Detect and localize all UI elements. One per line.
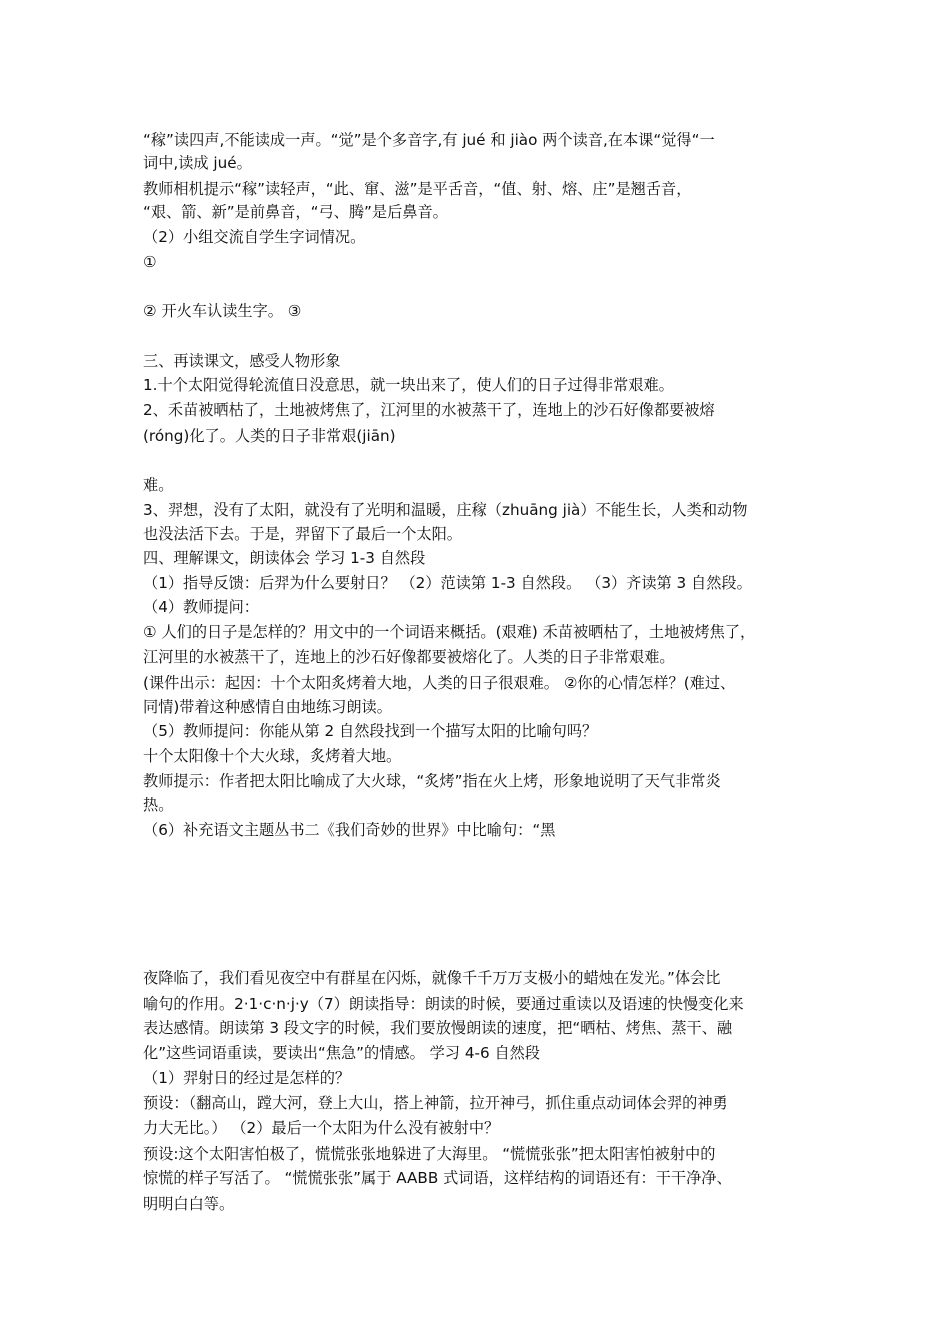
text-line: 力大无比。） （2）最后一个太阳为什么没有被射中？ — [143, 1119, 500, 1137]
text-line: 难。 — [143, 476, 174, 494]
text-line: 教师提示：作者把太阳比喻成了大火球，“炙烤”指在火上烤，形象地说明了天气非常炎 — [143, 772, 721, 790]
text-line: （4）教师提问： — [143, 598, 259, 616]
text-line: “艰、箭、新”是前鼻音，“弓、腾”是后鼻音。 — [143, 203, 448, 221]
text-line: 江河里的水被蒸干了，连地上的沙石好像都要被熔化了。人类的日子非常艰难。 — [143, 648, 675, 666]
text-line: (róng)化了。人类的日子非常艰(jiān) — [143, 427, 396, 445]
section-heading: 四、理解课文，朗读体会 学习 1-3 自然段 — [143, 549, 426, 567]
text-line: 惊慌的样子写活了。 “慌慌张张”属于 AABB 式词语，这样结构的词语还有：干干净净、 — [143, 1169, 732, 1187]
text-line: (课件出示：起因：十个太阳炙烤着大地，人类的日子很艰难。 ②你的心情怎样？(难过、 — [143, 674, 736, 692]
text-line: （6）补充语文主题丛书二《我们奇妙的世界》中比喻句：“黑 — [143, 821, 556, 839]
text-line: ① — [143, 253, 157, 271]
text-line: 同情)带着这种感情自由地练习朗读。 — [143, 698, 392, 716]
text-line: 夜降临了，我们看见夜空中有群星在闪烁，就像千千万万支极小的蜡烛在发光。”体会比 — [143, 969, 721, 987]
text-line: 热。 — [143, 796, 174, 814]
text-line: 化”这些词语重读，要读出“焦急”的情感。 学习 4-6 自然段 — [143, 1044, 541, 1062]
text-line: 明明白白等。 — [143, 1195, 235, 1213]
text-line: （1）指导反馈：后羿为什么要射日？ （2）范读第 1-3 自然段。 （3）齐读第 3 自然段。 — [143, 574, 752, 592]
text-line: 教师相机提示“稼”读轻声，“此、窜、滋”是平舌音，“值、射、熔、庄”是翘舌音， — [143, 180, 692, 198]
text-line: 词中,读成 jué。 — [143, 154, 252, 172]
text-line: 预设:这个太阳害怕极了，慌慌张张地躲进了大海里。 “慌慌张张”把太阳害怕被射中的 — [143, 1145, 716, 1163]
text-line: （5）教师提问：你能从第 2 自然段找到一个描写太阳的比喻句吗？ — [143, 722, 598, 740]
text-line: 预设：（翻高山，蹚大河，登上大山，搭上神箭，拉开神弓，抓住重点动词体会羿的神勇 — [143, 1094, 728, 1112]
text-line: 也没法活下去。于是，羿留下了最后一个太阳。 — [143, 525, 462, 543]
text-line: 1.十个太阳觉得轮流值日没意思，就一块出来了，使人们的日子过得非常艰难。 — [143, 376, 674, 394]
text-line: （1）羿射日的经过是怎样的？ — [143, 1069, 351, 1087]
text-line: （2）小组交流自学生字词情况。 — [143, 228, 366, 246]
section-heading: 三、再读课文，感受人物形象 — [143, 352, 341, 370]
text-line: ② 开火车认读生字。 ③ — [143, 302, 302, 320]
text-line: ① 人们的日子是怎样的？用文中的一个词语来概括。(艰难) 禾苗被晒枯了，土地被烤焦了， — [143, 623, 756, 641]
text-line: “稼”读四声,不能读成一声。“觉”是个多音字,有 jué 和 jiào 两个读音,在本课“觉得“一 — [143, 131, 715, 149]
text-line: 2、禾苗被晒枯了，土地被烤焦了，江河里的水被蒸干了，连地上的沙石好像都要被熔 — [143, 401, 715, 419]
text-line: 十个太阳像十个大火球，炙烤着大地。 — [143, 747, 402, 765]
text-line: 3、羿想，没有了太阳，就没有了光明和温暖，庄稼（zhuāng jià）不能生长，人类和动物 — [143, 501, 748, 519]
text-line: 表达感情。朗读第 3 段文字的时候，我们要放慢朗读的速度，把“晒枯、烤焦、蒸干、融 — [143, 1019, 733, 1037]
text-line: 喻句的作用。2·1·c·n·j·y（7）朗读指导：朗读的时候，要通过重读以及语速的快慢变化来 — [143, 995, 744, 1013]
